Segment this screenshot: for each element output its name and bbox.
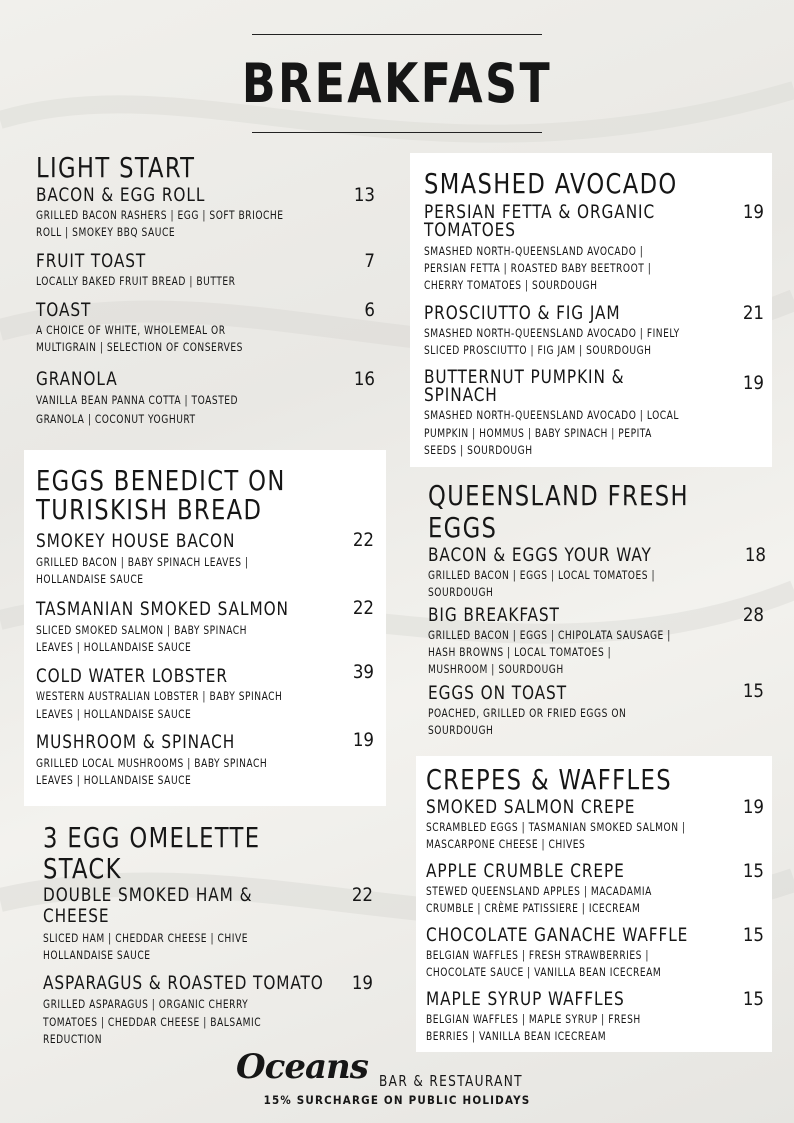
page-title: BREAKFAST	[241, 52, 553, 115]
menu-item	[36, 730, 376, 788]
menu-item	[36, 532, 376, 587]
item-description: TOMATOES | CHEDDAR CHEESE | BALSAMIC	[43, 1015, 262, 1029]
item-description: SLICED PROSCIUTTO | FIG JAM | SOURDOUGH	[424, 343, 652, 357]
item-price: 7	[364, 251, 375, 272]
item-description: SOURDOUGH	[428, 723, 494, 737]
item-name: TOAST	[36, 300, 92, 321]
item-name: CHOCOLATE GANACHE WAFFLE	[426, 925, 689, 946]
section-title: SMASHED AVOCADO	[424, 167, 678, 200]
item-name: ASPARAGUS & ROASTED TOMATO	[43, 973, 324, 994]
menu-item	[428, 681, 768, 739]
item-description: GRANOLA | COCONUT YOGHURT	[36, 412, 196, 426]
menu-item	[426, 798, 766, 853]
item-price: 21	[742, 303, 764, 324]
item-description: SMASHED NORTH-QUEENSLAND AVOCADO | LOCAL	[424, 408, 680, 422]
item-price: 19	[742, 797, 764, 818]
section-title: CREPES & WAFFLES	[426, 763, 672, 796]
item-price: 28	[742, 605, 764, 626]
item-description: HASH BROWNS | LOCAL TOMATOES |	[428, 645, 612, 659]
item-name: FRUIT TOAST	[36, 251, 147, 272]
item-name: DOUBLE SMOKED HAM &	[43, 885, 253, 906]
item-price: 16	[353, 369, 375, 390]
item-description: LEAVES | HOLLANDAISE SAUCE	[36, 640, 192, 654]
item-description: GRILLED LOCAL MUSHROOMS | BABY SPINACH	[36, 756, 268, 770]
item-name: SPINACH	[424, 385, 498, 406]
item-description: SMASHED NORTH-QUEENSLAND AVOCADO |	[424, 244, 644, 258]
section-light-start	[36, 150, 386, 440]
item-price: 39	[352, 662, 374, 683]
item-description: SEEDS | SOURDOUGH	[424, 443, 533, 457]
item-description: PUMPKIN | HOMMUS | BABY SPINACH | PEPITA	[424, 426, 652, 440]
item-description: BERRIES | VANILLA BEAN ICECREAM	[426, 1029, 607, 1043]
item-description: GRILLED ASPARAGUS | ORGANIC CHERRY	[43, 997, 249, 1011]
item-description: CRUMBLE | CRÈME PATISSIERE | ICECREAM	[426, 901, 641, 915]
item-price: 19	[742, 202, 764, 223]
item-price: 15	[742, 861, 764, 882]
item-name: CHEESE	[43, 906, 110, 927]
menu-item	[43, 886, 383, 976]
item-price: 15	[742, 989, 764, 1010]
menu-item	[36, 252, 376, 292]
item-price: 15	[742, 681, 764, 702]
item-price: 22	[352, 530, 374, 551]
title-rule-bottom	[252, 132, 542, 133]
item-price: 6	[364, 300, 375, 321]
item-name: TASMANIAN SMOKED SALMON	[36, 599, 289, 620]
section-omelette-stack	[43, 822, 383, 1052]
item-description: CHOCOLATE SAUCE | VANILLA BEAN ICECREAM	[426, 965, 662, 979]
item-description: GRILLED BACON | EGGS | CHIPOLATA SAUSAGE |	[428, 628, 671, 642]
item-description: LEAVES | HOLLANDAISE SAUCE	[36, 773, 192, 787]
menu-item	[424, 203, 764, 295]
item-description: REDUCTION	[43, 1032, 103, 1046]
section-title: LIGHT START	[36, 151, 196, 184]
item-name: BACON & EGG ROLL	[36, 185, 206, 206]
item-price: 19	[352, 730, 374, 751]
menu-item	[424, 368, 764, 460]
item-description: GRILLED BACON | EGGS | LOCAL TOMATOES |	[428, 568, 656, 582]
item-description: LOCALLY BAKED FRUIT BREAD | BUTTER	[36, 274, 236, 288]
item-description: SLICED HAM | CHEDDAR CHEESE | CHIVE	[43, 931, 249, 945]
item-price: 22	[352, 598, 374, 619]
surcharge-note: 15% SURCHARGE ON PUBLIC HOLIDAYS	[263, 1093, 531, 1107]
item-description: BELGIAN WAFFLES | FRESH STRAWBERRIES |	[426, 948, 649, 962]
item-name: TOMATOES	[424, 220, 516, 241]
section-title: EGGS	[428, 511, 498, 544]
item-name: MUSHROOM & SPINACH	[36, 732, 236, 753]
section-title: QUEENSLAND FRESH	[428, 479, 689, 512]
item-name: BIG BREAKFAST	[428, 605, 560, 626]
item-description: MUSHROOM | SOURDOUGH	[428, 662, 564, 676]
item-name: PERSIAN FETTA & ORGANIC	[424, 202, 656, 223]
item-price: 19	[742, 373, 764, 394]
section-queensland-fresh-eggs	[428, 480, 768, 745]
item-description: HOLLANDAISE SAUCE	[36, 572, 144, 586]
item-price: 15	[742, 925, 764, 946]
item-description: POACHED, GRILLED OR FRIED EGGS ON	[428, 706, 627, 720]
item-description: SCRAMBLED EGGS | TASMANIAN SMOKED SALMON |	[426, 820, 686, 834]
item-description: MULTIGRAIN | SELECTION OF CONSERVES	[36, 340, 243, 354]
item-price: 19	[351, 973, 373, 994]
item-name: BUTTERNUT PUMPKIN &	[424, 367, 625, 388]
item-description: BELGIAN WAFFLES | MAPLE SYRUP | FRESH	[426, 1012, 641, 1026]
item-price: 13	[353, 185, 375, 206]
item-description: VANILLA BEAN PANNA COTTA | TOASTED	[36, 393, 239, 407]
item-price: 22	[351, 885, 373, 906]
item-name: PROSCIUTTO & FIG JAM	[424, 303, 621, 324]
item-description: SLICED SMOKED SALMON | BABY SPINACH	[36, 623, 248, 637]
menu-item	[426, 926, 766, 981]
item-description: GRILLED BACON | BABY SPINACH LEAVES |	[36, 555, 249, 569]
section-title: TURISKISH BREAD	[36, 493, 263, 526]
menu-item	[36, 662, 376, 721]
menu-item	[36, 369, 376, 426]
section-title: 3 EGG OMELETTE	[43, 821, 261, 854]
item-description: SOURDOUGH	[428, 585, 494, 599]
section-crepes-waffles	[416, 756, 772, 1052]
item-name: MAPLE SYRUP WAFFLES	[426, 989, 625, 1010]
item-description: LEAVES | HOLLANDAISE SAUCE	[36, 707, 192, 721]
item-name: BACON & EGGS YOUR WAY	[428, 545, 652, 566]
item-price: 18	[744, 545, 766, 566]
menu-item	[428, 546, 768, 601]
item-name: GRANOLA	[36, 369, 118, 390]
item-description: GRILLED BACON RASHERS | EGG | SOFT BRIOCHE	[36, 208, 284, 222]
menu-item	[36, 185, 376, 239]
logo-wordmark: Oceans	[236, 1047, 368, 1087]
item-description: PERSIAN FETTA | ROASTED BABY BEETROOT |	[424, 261, 652, 275]
menu-item	[36, 300, 376, 354]
section-eggs-benedict	[24, 450, 386, 806]
section-title: STACK	[43, 852, 122, 885]
item-name: SMOKEY HOUSE BACON	[36, 531, 236, 552]
item-description: A CHOICE OF WHITE, WHOLEMEAL OR	[36, 323, 226, 337]
item-name: SMOKED SALMON CREPE	[426, 797, 636, 818]
item-description: CHERRY TOMATOES | SOURDOUGH	[424, 278, 598, 292]
title-rule-top	[252, 34, 542, 35]
menu-item	[426, 990, 766, 1045]
menu-item	[428, 606, 768, 681]
section-title: EGGS BENEDICT ON	[36, 464, 286, 497]
item-name: APPLE CRUMBLE CREPE	[426, 861, 625, 882]
menu-item	[424, 304, 764, 359]
section-smashed-avocado	[410, 153, 772, 467]
item-description: HOLLANDAISE SAUCE	[43, 948, 151, 962]
item-description: ROLL | SMOKEY BBQ SAUCE	[36, 225, 176, 239]
item-description: WESTERN AUSTRALIAN LOBSTER | BABY SPINACH	[36, 689, 283, 703]
logo-subtitle: BAR & RESTAURANT	[379, 1072, 523, 1090]
item-description: STEWED QUEENSLAND APPLES | MACADAMIA	[426, 884, 652, 898]
item-description: SMASHED NORTH-QUEENSLAND AVOCADO | FINELY	[424, 326, 680, 340]
menu-item	[36, 600, 376, 655]
item-description: MASCARPONE CHEESE | CHIVES	[426, 837, 586, 851]
item-name: COLD WATER LOBSTER	[36, 666, 228, 687]
menu-item	[426, 862, 766, 917]
item-name: EGGS ON TOAST	[428, 683, 567, 704]
